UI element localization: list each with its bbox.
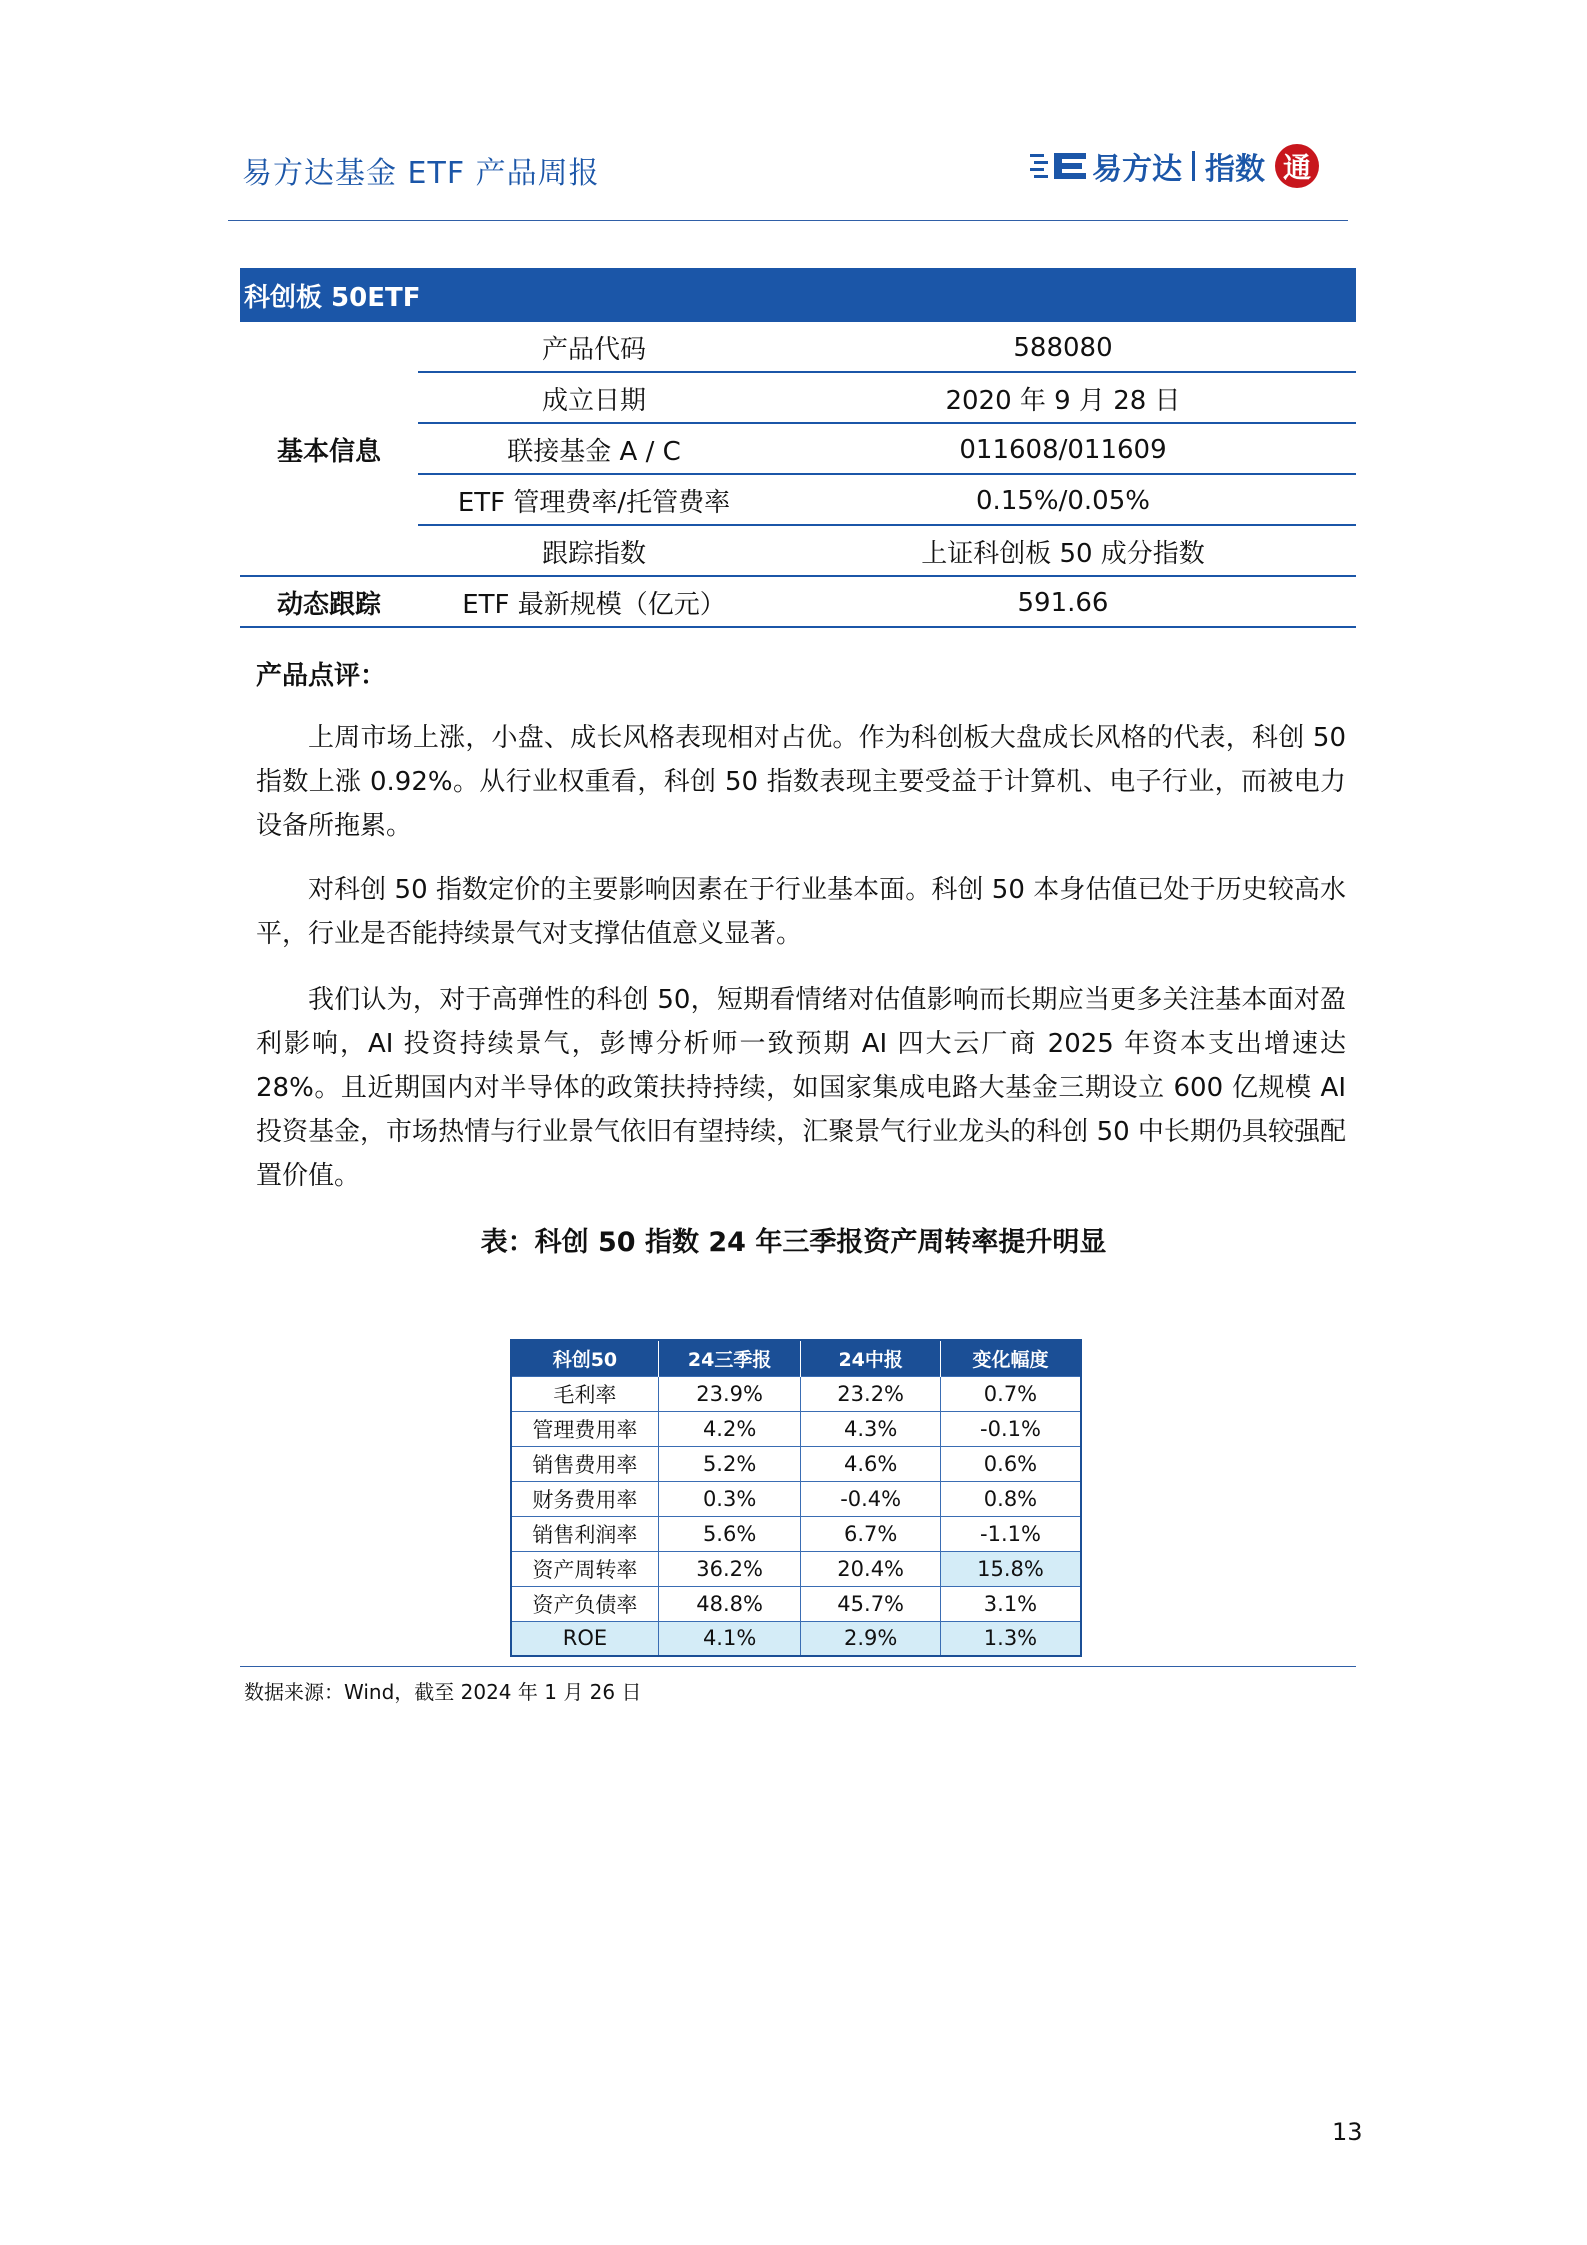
column-header: 变化幅度 xyxy=(940,1340,1081,1376)
table-cell: 4.2% xyxy=(658,1411,801,1446)
table-cell: 0.6% xyxy=(940,1446,1081,1481)
table-cell: 管理费用率 xyxy=(511,1411,658,1446)
table-cell: 0.8% xyxy=(940,1481,1081,1516)
table-cell: 毛利率 xyxy=(511,1376,658,1411)
info-value: 588080 xyxy=(1013,332,1113,363)
info-value: 011608/011609 xyxy=(959,434,1167,465)
table-row xyxy=(511,1411,1081,1446)
logo-subname: 指数 xyxy=(1205,152,1265,187)
table-caption: 表：科创 50 指数 24 年三季报资产周转率提升明显 xyxy=(480,1227,1107,1258)
logo-name: 易方达 xyxy=(1092,152,1182,187)
table-cell: -0.1% xyxy=(940,1411,1081,1446)
info-label: 联接基金 A / C xyxy=(507,437,681,467)
table-cell: 财务费用率 xyxy=(511,1481,658,1516)
table-cell: 销售费用率 xyxy=(511,1446,658,1481)
table-row-highlighted xyxy=(511,1621,1081,1656)
table-cell: ROE xyxy=(511,1621,658,1656)
brand-logo xyxy=(1030,138,1319,194)
table-row xyxy=(511,1376,1081,1411)
info-value: 0.15%/0.05% xyxy=(976,485,1150,516)
info-label: 跟踪指数 xyxy=(541,539,646,569)
table-cell: 4.3% xyxy=(801,1411,941,1446)
table-header-row xyxy=(511,1340,1081,1376)
table-cell: 5.2% xyxy=(658,1446,801,1481)
page-number: 13 xyxy=(1332,2118,1363,2146)
data-source-note: 数据来源：Wind，截至 2024 年 1 月 26 日 xyxy=(244,1680,642,1704)
table-cell: 资产周转率 xyxy=(511,1551,658,1586)
table-cell: -1.1% xyxy=(940,1516,1081,1551)
fund-info-table xyxy=(240,268,1356,628)
source-divider xyxy=(240,1666,1356,1667)
info-value: 2020 年 9 月 28 日 xyxy=(945,386,1181,416)
table-cell: 资产负债率 xyxy=(511,1586,658,1621)
logo-divider xyxy=(1192,151,1195,181)
group-label-dynamic: 动态跟踪 xyxy=(276,590,381,620)
column-header: 24中报 xyxy=(801,1340,941,1376)
info-row xyxy=(240,526,1356,577)
column-header: 科创50 xyxy=(511,1340,658,1376)
review-paragraph: 对科创 50 指数定价的主要影响因素在于行业基本面。科创 50 本身估值已处于历史较高水平，行业是否能持续景气对支撑估值意义显著。 xyxy=(256,875,1346,949)
table-cell: 销售利润率 xyxy=(511,1516,658,1551)
info-label: 产品代码 xyxy=(541,335,646,365)
table-cell: 4.1% xyxy=(658,1621,801,1656)
table-row xyxy=(511,1516,1081,1551)
group-label-basic: 基本信息 xyxy=(276,437,381,467)
info-value: 上证科创板 50 成分指数 xyxy=(921,539,1205,569)
table-cell: -0.4% xyxy=(801,1481,941,1516)
review-label: 产品点评： xyxy=(256,661,387,691)
table-cell: 4.6% xyxy=(801,1446,941,1481)
column-header: 24三季报 xyxy=(658,1340,801,1376)
table-cell: 23.9% xyxy=(658,1376,801,1411)
fund-info-title: 科创板 50ETF xyxy=(240,268,1356,322)
table-row xyxy=(511,1446,1081,1481)
document-title: 易方达基金 ETF 产品周报 xyxy=(242,156,600,191)
financial-metrics-table xyxy=(510,1339,1082,1657)
info-row xyxy=(240,424,1356,475)
table-cell: 36.2% xyxy=(658,1551,801,1586)
info-row xyxy=(240,475,1356,526)
table-cell: 2.9% xyxy=(801,1621,941,1656)
table-cell: 48.8% xyxy=(658,1586,801,1621)
info-value: 591.66 xyxy=(1017,587,1109,618)
table-row xyxy=(511,1586,1081,1621)
table-cell: 1.3% xyxy=(940,1621,1081,1656)
table-cell: 45.7% xyxy=(801,1586,941,1621)
info-label: ETF 最新规模（亿元） xyxy=(462,590,726,620)
table-cell: 5.6% xyxy=(658,1516,801,1551)
info-label: 成立日期 xyxy=(541,386,646,416)
header-divider xyxy=(228,220,1348,221)
table-row xyxy=(511,1481,1081,1516)
table-cell: 6.7% xyxy=(801,1516,941,1551)
table-cell: 20.4% xyxy=(801,1551,941,1586)
table-cell-highlighted: 15.8% xyxy=(940,1551,1081,1586)
fund-logo-icon xyxy=(1030,151,1088,181)
table-row xyxy=(511,1551,1081,1586)
review-paragraph: 我们认为，对于高弹性的科创 50，短期看情绪对估值影响而长期应当更多关注基本面对盈利影响，AI 投资持续景气，彭博分析师一致预期 AI 四大云厂商 2025 年资本支出增速达 28%。且近期国内对半导体的政策扶持持续，如国家集成电路大基金三期设立 600 亿规模 AI 投资基金，市场热情与行业景气依旧有望持续，汇聚景气行业龙头的科创 50 中长期仍具较强配置价值。 xyxy=(256,985,1346,1191)
info-row xyxy=(240,322,1356,373)
table-cell: 0.7% xyxy=(940,1376,1081,1411)
info-row xyxy=(240,373,1356,424)
logo-seal: 通 xyxy=(1275,144,1319,188)
info-row xyxy=(240,577,1356,628)
table-cell: 23.2% xyxy=(801,1376,941,1411)
review-paragraph: 上周市场上涨，小盘、成长风格表现相对占优。作为科创板大盘成长风格的代表，科创 50 指数上涨 0.92%。从行业权重看，科创 50 指数表现主要受益于计算机、电子行业，而被电力设备所拖累。 xyxy=(256,723,1346,841)
table-cell: 3.1% xyxy=(940,1586,1081,1621)
info-label: ETF 管理费率/托管费率 xyxy=(457,488,731,518)
table-cell: 0.3% xyxy=(658,1481,801,1516)
